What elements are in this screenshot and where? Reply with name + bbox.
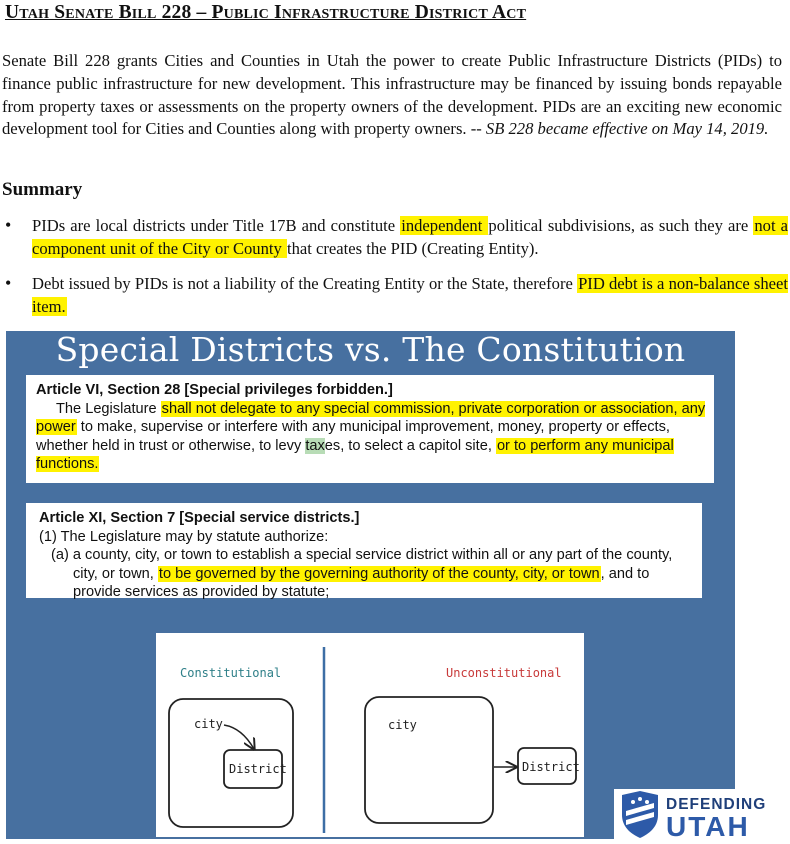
bullet-text: political subdivisions, as such they are [488,216,754,235]
city-label-left: city [194,717,223,731]
district-label-right: District [522,760,580,774]
article-vi-text [36,400,714,474]
highlight-tax: tax [305,437,325,454]
highlight-governed-by: to be governed by the governing authority of the county, city, or town [158,565,600,582]
highlight-municipal-functions: or to perform any municipal functions. [36,437,674,472]
highlight-shall-not-delegate: shall not delegate to any special commission, private corporation or association, any power [36,400,706,435]
summary-list [0,214,788,330]
intro-text: Senate Bill 228 grants Cities and Counties in Utah the power to create Public Infrastructure Districts (PIDs) to finance public infrastructure for new development. This infrastructure may be financed by issuing bonds repayable from property taxes or assessments on the property owners of the development. PIDs are an exciting new economic development tool for Cities and Counties along with property owners. -- [2,51,782,139]
highlight-independent: independent [401,216,488,235]
logo-line1: DEFENDING [666,796,767,813]
article-vi-heading: Article VI, Section 28 [Special privileges forbidden.] [36,382,393,398]
logo-line2: UTAH [666,811,750,839]
constitutional-label: Constitutional [180,666,282,680]
document-title: Utah Senate Bill 228 – Public Infrastructure District Act [5,2,527,23]
article-xi-heading: Article XI, Section 7 [Special service districts.] [39,510,360,526]
intro-paragraph [2,50,782,141]
article-xi-box [26,503,702,598]
logo-svg [614,789,790,839]
highlight-pid-debt: PID debt is a non-balance sheet item. [32,274,788,316]
article-text: The Legislature [56,400,161,417]
article-text: city, or town, [73,565,158,582]
city-box-right [365,697,493,823]
district-diagram [156,633,584,837]
defending-utah-logo [614,789,790,839]
slide-title: Special Districts vs. The Constitution [55,330,686,369]
district-label-left: District [229,762,287,776]
article-text: es, to select a capitol site, [324,437,496,454]
diagram-svg [156,633,584,837]
bullet-text: Debt issued by PIDs is not a liability of the Creating Entity or the State, therefore [32,274,578,293]
list-item [0,272,788,318]
unconstitutional-label: Unconstitutional [446,666,562,680]
bullet-text: PIDs are local districts under Title 17B and constitute [32,216,401,235]
bullet-text: that creates the PID (Creating Entity). [286,239,539,258]
article-xi-line: provide services as provided by statute; [73,584,330,600]
article-text: , and to [600,565,650,582]
article-xi-line [39,565,702,584]
article-vi-box [26,375,714,483]
list-item [0,214,788,260]
article-text: to make, supervise or interfere with any municipal improvement, money, property or effects, whether held in trust or otherwise, to levy [36,419,670,454]
summary-heading: Summary [2,179,83,200]
arrow-left [224,725,254,749]
effective-date: SB 228 became effective on May 14, 2019. [485,119,769,139]
highlight-not-component: not a component unit of the City or County [32,216,789,258]
article-xi-line: (1) The Legislature may by statute authorize: [39,528,329,545]
slide-panel [6,331,735,839]
article-xi-line: (a) a county, city, or town to establish a special service district within all or any part of the county, [51,547,673,563]
city-label-right: city [388,718,417,732]
